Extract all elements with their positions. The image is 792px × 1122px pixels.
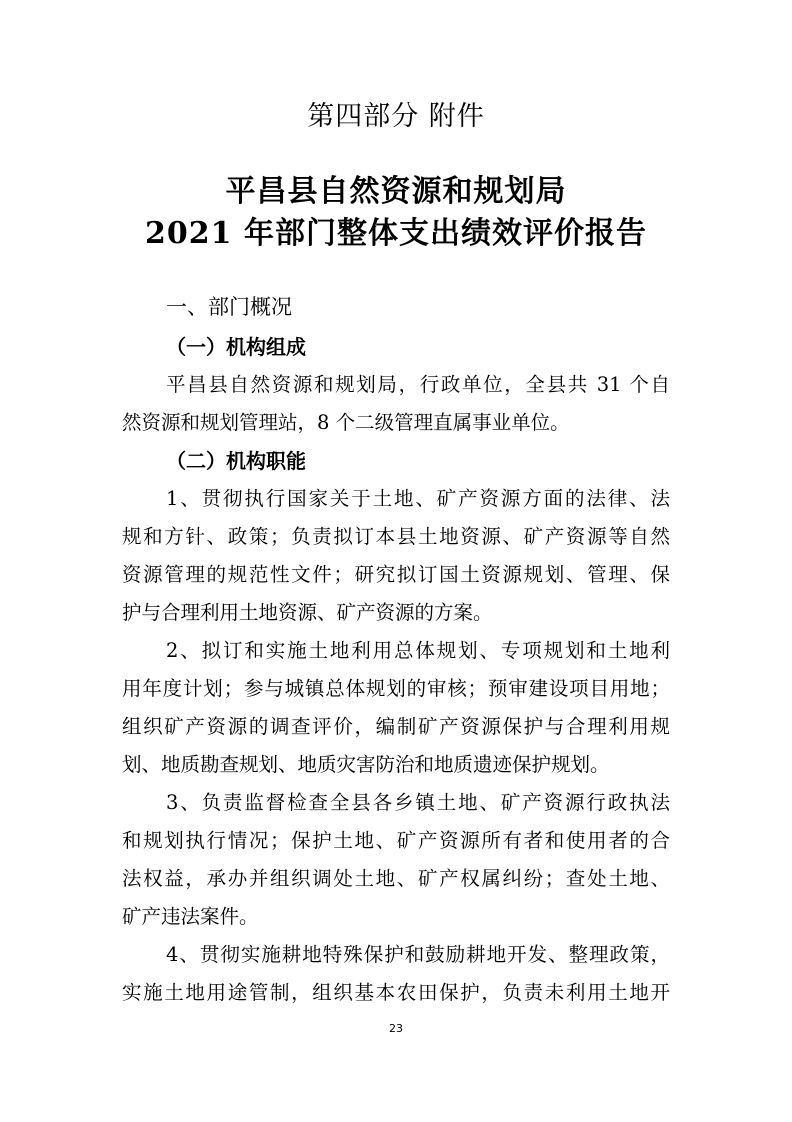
paragraph-line: 2、拟订和实施土地利用总体规划、专项规划和土地利 — [166, 639, 670, 662]
sub-heading-structure: （一）机构组成 — [166, 335, 306, 359]
paragraph-line: 法权益，承办并组织调处土地、矿产权属纠纷；查处土地、 — [122, 867, 670, 890]
sub-heading-functions: （二）机构职能 — [166, 449, 306, 473]
paragraph-line: 资源管理的规范性文件；研究拟订国土资源规划、管理、保 — [122, 563, 670, 586]
paragraph-line: 1、贯彻执行国家关于土地、矿产资源方面的法律、法 — [166, 487, 670, 510]
paragraph-line: 3、负责监督检查全县各乡镇土地、矿产资源行政执法 — [166, 791, 670, 814]
page-number: 23 — [389, 1022, 403, 1035]
paragraph-line: 实施土地用途管制，组织基本农田保护，负责未利用土地开 — [122, 981, 670, 1004]
report-title-line2: 2021 年部门整体支出绩效评价报告 — [145, 216, 647, 251]
paragraph-line: 平昌县自然资源和规划局，行政单位，全县共 31 个自 — [166, 373, 670, 396]
paragraph-line: 规和方针、政策；负责拟订本县土地资源、矿产资源等自然 — [122, 525, 670, 548]
section-heading: 一、部门概况 — [166, 295, 292, 319]
paragraph-line: 然资源和规划管理站，8 个二级管理直属事业单位。 — [122, 411, 570, 434]
part-title: 第四部分 附件 — [307, 101, 485, 132]
paragraph-line: 和规划执行情况；保护土地、矿产资源所有者和使用者的合 — [122, 829, 670, 852]
paragraph-line: 组织矿产资源的调查评价，编制矿产资源保护与合理利用规 — [122, 715, 670, 738]
paragraph-line: 矿产违法案件。 — [122, 905, 259, 928]
paragraph-line: 护与合理利用土地资源、矿产资源的方案。 — [122, 601, 493, 624]
report-title-line1: 平昌县自然资源和规划局 — [225, 174, 567, 209]
paragraph-line: 划、地质勘查规划、地质灾害防治和地质遗迹保护规划。 — [122, 753, 610, 776]
paragraph-line: 用年度计划；参与城镇总体规划的审核；预审建设项目用地； — [122, 677, 670, 700]
paragraph-line: 4、贯彻实施耕地特殊保护和鼓励耕地开发、整理政策， — [166, 943, 670, 966]
